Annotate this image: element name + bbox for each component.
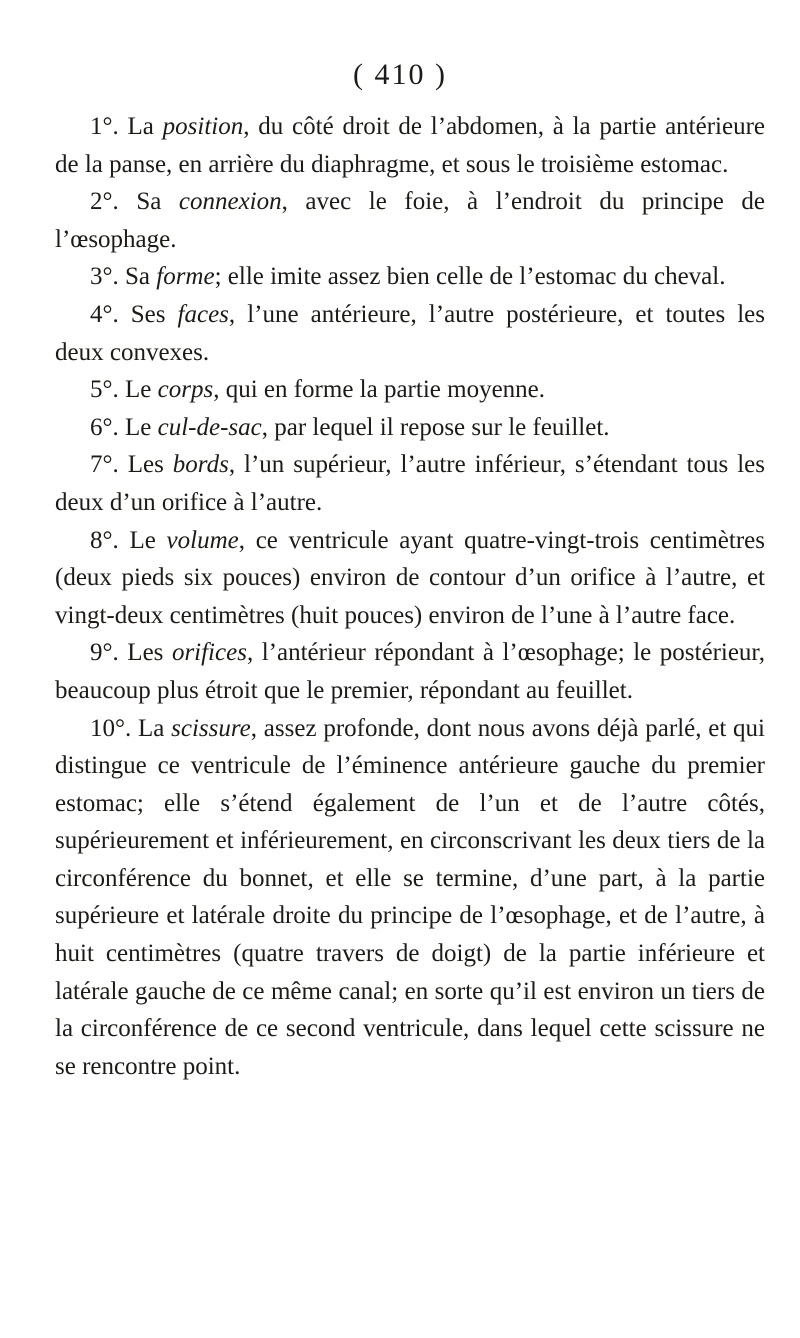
item-text: , par lequel il repose sur le feuillet. <box>261 413 610 441</box>
paragraph-faces <box>55 296 765 371</box>
item-text: ; elle imite assez bien celle de l’estomac du cheval. <box>214 263 726 291</box>
paragraph-cul-de-sac <box>55 409 765 447</box>
item-text: , assez profonde, dont nous avons déjà parlé, et qui distingue ce ventricule de l’éminence antérieure gauche du premier estomac; elle s’étend également de l’un et de l’autre côtés, supérieurement et inférieurement, en circonscrivant les deux tiers de la circonférence du bonnet, et elle se termine, d’une part, à la partie supérieure et latérale droite du principe de l’œsophage, et de l’autre, à huit centimètres (quatre travers de doigt) de la partie inférieure et latérale gauche de ce même canal; en sorte qu’il est environ un tiers de la circonférence de ce second ventricule, dans lequel cette scissure ne se rencontre point. <box>55 714 765 1080</box>
item-lead: Le <box>125 376 158 404</box>
paragraph-scissure <box>55 710 765 1086</box>
paragraph-bords <box>55 446 765 521</box>
item-lead: Les <box>127 639 172 667</box>
item-text: , avec le foie, à l’endroit du principe de l’œsophage. <box>55 188 765 253</box>
item-text: , du côté droit de l’abdomen, à la partie antérieure de la panse, en arrière du diaphragme, et sous le troisième estomac. <box>55 113 766 178</box>
item-number: 8°. <box>90 526 119 554</box>
item-number: 7°. <box>90 451 119 479</box>
item-number: 3°. <box>90 263 119 291</box>
paragraph-forme <box>55 258 765 296</box>
item-lead: Les <box>127 451 173 479</box>
item-number: 9°. <box>90 639 119 667</box>
item-text: , l’une antérieure, l’autre postérieure, et toutes les deux convexes. <box>55 300 765 366</box>
item-text: , ce ventricule ayant quatre-vingt-trois centimètres (deux pieds six pouces) environ de contour d’un orifice à l’autre, et vingt-deux centimètres (huit pouces) environ de l’une à l’autre face. <box>55 526 765 629</box>
paragraph-corps <box>55 371 765 409</box>
item-lead: La <box>138 714 172 742</box>
item-term: bords <box>172 451 229 479</box>
body-text <box>55 108 765 1085</box>
item-number: 4°. <box>90 300 119 328</box>
item-term: forme <box>156 263 215 291</box>
item-lead: Sa <box>125 263 157 291</box>
item-number: 6°. <box>90 413 119 441</box>
item-text: , qui en forme la partie moyenne. <box>213 376 546 404</box>
item-lead: La <box>127 113 163 140</box>
item-number: 2°. <box>90 188 119 216</box>
item-number: 5°. <box>90 376 119 404</box>
item-term: connexion <box>178 188 282 216</box>
item-lead: Le <box>125 413 158 441</box>
item-text: , l’antérieur répondant à l’œsophage; le postérieur, beaucoup plus étroit que le premier, répondant au feuillet. <box>55 639 766 704</box>
item-number: 1°. <box>90 113 119 140</box>
paragraph-orifices <box>55 634 765 709</box>
item-term: corps <box>157 376 214 404</box>
item-term: position <box>162 113 244 140</box>
item-term: scissure <box>171 714 251 742</box>
paragraph-volume <box>55 522 765 635</box>
paragraph-position <box>55 108 765 183</box>
item-term: orifices <box>171 639 247 667</box>
item-number: 10°. <box>90 714 132 742</box>
page-number-header: ( 410 ) <box>353 58 447 91</box>
item-term: faces <box>177 300 229 328</box>
item-term: volume <box>166 526 239 554</box>
item-term: cul-de-sac <box>157 413 262 441</box>
paragraph-connexion <box>55 183 765 258</box>
item-lead: Ses <box>130 300 178 328</box>
item-lead: Sa <box>136 188 179 216</box>
item-text: , l’un supérieur, l’autre inférieur, s’étendant tous les deux d’un orifice à l’autre. <box>55 451 766 516</box>
item-lead: Le <box>129 526 167 554</box>
